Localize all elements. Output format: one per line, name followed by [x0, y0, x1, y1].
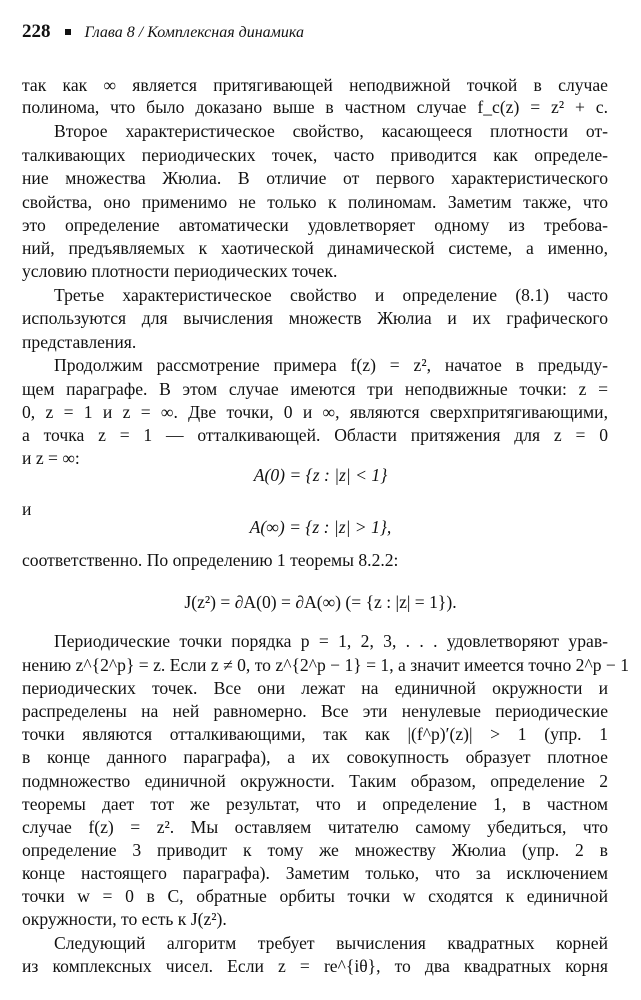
- text-line: соответственно. По определению 1 теоремы 8.2.2:: [22, 550, 399, 570]
- page-number: 228: [22, 21, 51, 42]
- text-line: 0, z = 1 и z = ∞. Две точки, 0 и ∞, являются сверхпритягивающими,: [22, 402, 608, 422]
- text-line: точки являются отталкивающими, так как |(f^p)′(z)| > 1 (упр. 1: [22, 724, 608, 744]
- text-line: конце настоящего параграфа). Заметим только, что за исключением: [22, 863, 608, 883]
- formula-ainf: A(∞) = {z : |z| > 1},: [249, 517, 392, 537]
- text-line: теоремы дает тот же результат, что и определение 1, в частном: [22, 794, 608, 814]
- text-line: подмножество единичной окружности. Таким образом, определение 2: [22, 771, 608, 791]
- text-line: а точка z = 1 — отталкивающей. Области притяжения для z = 0: [22, 425, 608, 445]
- text-line: ний, предъявляемых к хаотической динамической системе, а именно,: [22, 238, 608, 258]
- text-line: периодических точек. Все они лежат на единичной окружности и: [22, 678, 608, 698]
- text-line: условию плотности периодических точек.: [22, 261, 338, 281]
- bullet-square-icon: [65, 29, 71, 35]
- text-line: талкивающих периодических точек, часто приводится как определе-: [22, 145, 608, 165]
- text-line: определение 3 приводит к тому же множеству Жюлиа (упр. 2 в: [22, 840, 608, 860]
- text-line: распределены на ней равномерно. Все эти ненулевые периодические: [22, 701, 608, 721]
- text-line: так как ∞ является притягивающей неподвижной точкой в случае: [22, 75, 608, 95]
- text-line: нению z^{2^p} = z. Если z ≠ 0, то z^{2^p − 1} = 1, а значит имеется точно 2^p − 1: [22, 655, 630, 675]
- text-line: и: [22, 499, 32, 519]
- text-line: Продолжим рассмотрение примера f(z) = z², начатое в предыду-: [54, 355, 608, 375]
- text-line: это определение автоматически удовлетворяет одному из требова-: [22, 215, 608, 235]
- formula-julia-set: J(z²) = ∂A(0) = ∂A(∞) (= {z : |z| = 1}).: [184, 592, 457, 612]
- text-line: точки w = 0 в C, обратные орбиты точки w сходятся к единичной: [22, 886, 608, 906]
- text-line: полинома, что было доказано выше в частном случае f_c(z) = z² + c.: [22, 97, 608, 117]
- text-line: Второе характеристическое свойство, касающееся плотности от-: [54, 121, 608, 141]
- page-header: [22, 20, 304, 45]
- text-line: используются для вычисления множеств Жюлиа и их графического: [22, 308, 608, 328]
- text-line: из комплексных чисел. Если z = re^{iθ}, то два квадратных корня: [22, 956, 608, 976]
- text-line: щем параграфе. В этом случае имеются три неподвижные точки: z =: [22, 379, 608, 399]
- text-line: Третье характеристическое свойство и определение (8.1) часто: [54, 285, 608, 305]
- text-line: и z = ∞:: [22, 448, 80, 468]
- formula-a0: A(0) = {z : |z| < 1}: [253, 465, 388, 485]
- text-line: ние множества Жюлиа. В отличие от первого характеристического: [22, 168, 608, 188]
- text-line: представления.: [22, 332, 137, 352]
- text-line: случае f(z) = z². Мы оставляем читателю самому убедиться, что: [22, 817, 608, 837]
- text-line: Периодические точки порядка p = 1, 2, 3, . . . удовлетворяют урав-: [54, 631, 608, 651]
- text-line: свойства, оно применимо не только к полиномам. Заметим также, что: [22, 192, 608, 212]
- chapter-title: Глава 8 / Комплексная динамика: [84, 24, 304, 41]
- text-line: Следующий алгоритм требует вычисления квадратных корней: [54, 933, 608, 953]
- text-line: окружности, то есть к J(z²).: [22, 909, 227, 929]
- text-line: в конце данного параграфа), а их совокупность образует плотное: [22, 747, 608, 767]
